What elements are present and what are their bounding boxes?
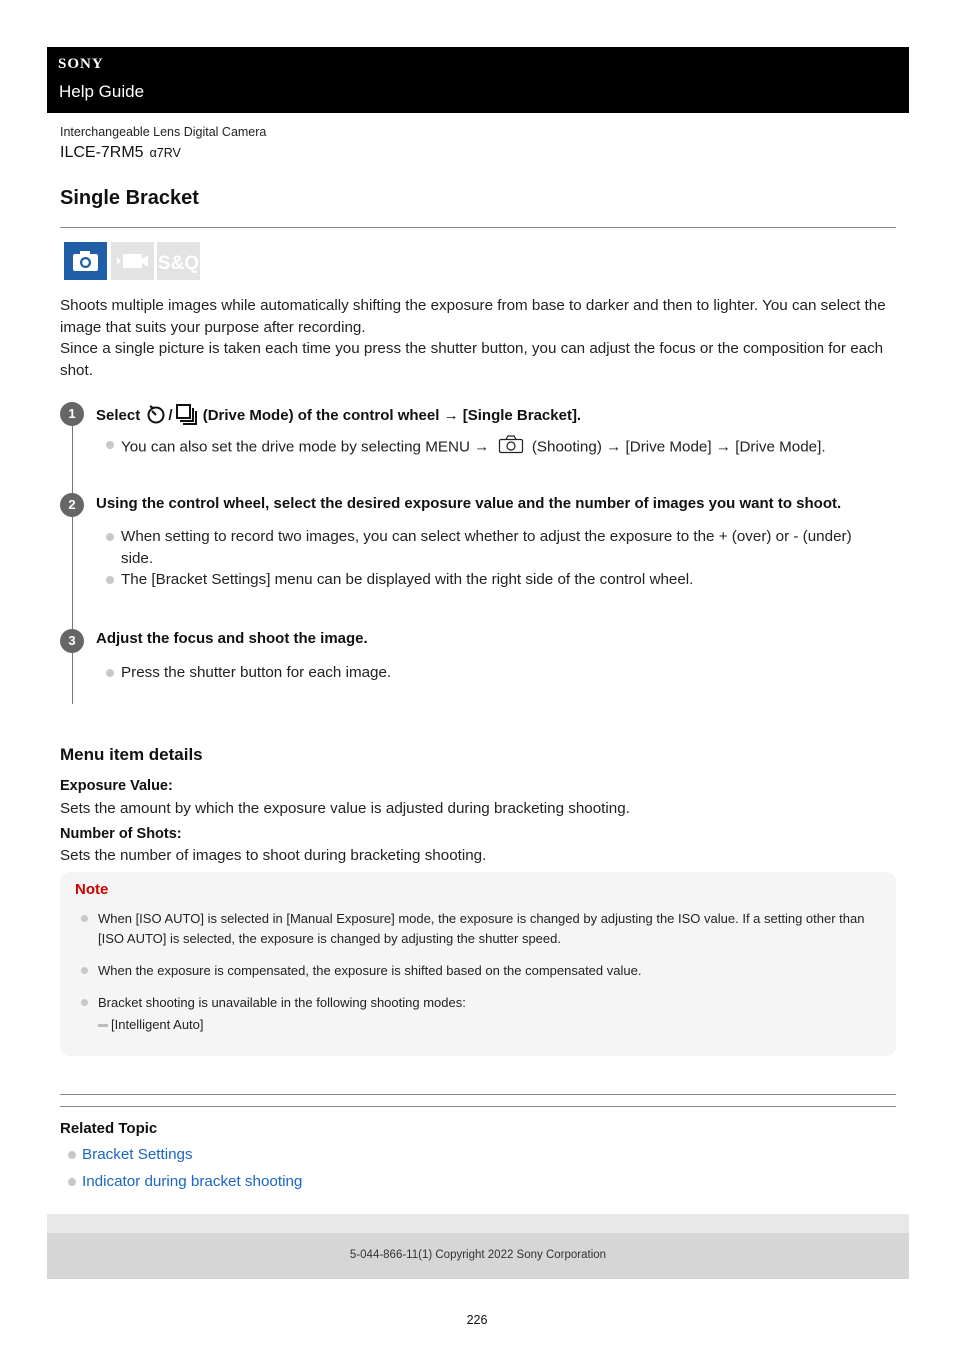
note-sub-item-text: [Intelligent Auto]: [111, 1017, 204, 1032]
exposure-value-desc: Sets the amount by which the exposure value is adjusted during bracketing shooting.: [60, 800, 630, 817]
bullet-dot: [81, 999, 88, 1006]
step-2-bullet-2: [106, 569, 886, 591]
model-subname: α7RV: [149, 146, 181, 160]
bullet-dot: [106, 669, 114, 677]
step-1-bullet-pre: You can also set the drive mode by selecting MENU →: [121, 438, 490, 456]
step-1-bullet: [106, 434, 886, 461]
exposure-value-term: Exposure Value:: [60, 778, 173, 794]
bullet-dot: [68, 1178, 76, 1186]
step-2-text: Using the control wheel, select the desired exposure value and the number of images you want to shoot.: [96, 495, 842, 512]
bullet-dot: [106, 441, 114, 449]
note-bullet-1: [81, 909, 881, 948]
step-1-slash: /: [168, 406, 173, 424]
page-number: 226: [466, 1313, 488, 1327]
copyright-text: 5-044-866-11(1) Copyright 2022 Sony Corporation: [349, 1249, 607, 1261]
intro-paragraph-1: Shoots multiple images while automatically shifting the exposure from base to darker and then to lighter. You can select the image that suits your purpose after recording.: [60, 297, 886, 336]
header-bar: [47, 47, 909, 113]
step-2-number: 2: [60, 493, 84, 517]
bullet-dot: [106, 576, 114, 584]
step-1-pre: Select: [96, 406, 141, 424]
bullet-dot: [81, 915, 88, 922]
note-bullet-2: [81, 961, 881, 981]
step-2-bullet-1-text: When setting to record two images, you can select whether to adjust the exposure to the + (over) or - (under) side.: [121, 528, 852, 567]
step-2-bullet-2-text: The [Bracket Settings] menu can be displayed with the right side of the control wheel.: [121, 571, 694, 588]
title-divider: [60, 227, 896, 228]
note-title: Note: [75, 881, 109, 898]
s-and-q-mode-icon: [157, 242, 200, 280]
drive-mode-icon: [175, 403, 197, 429]
bullet-dot: [106, 533, 114, 541]
note-bullet-2-text: When the exposure is compensated, the exposure is shifted based on the compensated value.: [98, 963, 642, 978]
related-topic-heading: Related Topic: [60, 1120, 158, 1137]
related-item-1: [68, 1146, 193, 1163]
s-and-q-label: S&Q: [157, 253, 200, 274]
note-bullet-3-text: Bracket shooting is unavailable in the following shooting modes:: [98, 995, 466, 1010]
bullet-dot: [68, 1151, 76, 1159]
step-1-bullet-post: (Shooting) → [Drive Mode] → [Drive Mode].: [531, 438, 826, 456]
steps-connector: [72, 412, 73, 704]
step-1-post: (Drive Mode) of the control wheel → [Single Bracket].: [202, 406, 582, 424]
step-1-text: [96, 403, 581, 429]
note-bullet-3: [81, 993, 881, 1013]
step-3-bullet-text: Press the shutter button for each image.: [121, 664, 392, 681]
bullet-dot: [81, 967, 88, 974]
menu-item-details-heading: Menu item details: [60, 745, 203, 764]
number-of-shots-term: Number of Shots:: [60, 826, 182, 842]
note-sub-item: [98, 1017, 204, 1032]
page-title: Single Bracket: [60, 187, 199, 209]
divider-bottom: [60, 1106, 896, 1107]
related-link-bracket-settings[interactable]: Bracket Settings: [82, 1146, 193, 1163]
step-2-bullet-1: [106, 526, 886, 570]
model-number: ILCE-7RM5: [60, 144, 144, 161]
self-timer-icon: [146, 404, 166, 428]
help-guide-label: Help Guide: [59, 82, 145, 101]
model-name: [60, 144, 181, 162]
related-link-bracket-indicator[interactable]: Indicator during bracket shooting: [82, 1173, 303, 1190]
number-of-shots-desc: Sets the number of images to shoot during bracketing shooting.: [60, 847, 487, 864]
camera-icon: [498, 434, 524, 461]
step-1-number: 1: [60, 402, 84, 426]
note-bullet-1-text: When [ISO AUTO] is selected in [Manual Exposure] mode, the exposure is changed by adjusting the ISO value. If a setting other than [ISO AUTO] is selected, the exposure is changed by adjusting the shutter speed.: [98, 911, 865, 946]
dash-marker: [98, 1024, 108, 1027]
movie-mode-icon: [111, 242, 154, 280]
step-3-bullet: [106, 662, 886, 684]
divider-top: [60, 1094, 896, 1095]
note-box: [60, 872, 896, 1056]
product-line: Interchangeable Lens Digital Camera: [60, 125, 267, 139]
photo-mode-icon: [64, 242, 107, 280]
footer: [47, 1233, 909, 1279]
step-3-text: Adjust the focus and shoot the image.: [96, 630, 368, 647]
sony-logo: SONY: [58, 56, 104, 72]
intro-paragraph-2: Since a single picture is taken each time you press the shutter button, you can adjust the focus or the composition for each shot.: [60, 340, 884, 379]
step-3-number: 3: [60, 629, 84, 653]
footer-spacer: [47, 1214, 909, 1233]
related-item-2: [68, 1173, 302, 1190]
